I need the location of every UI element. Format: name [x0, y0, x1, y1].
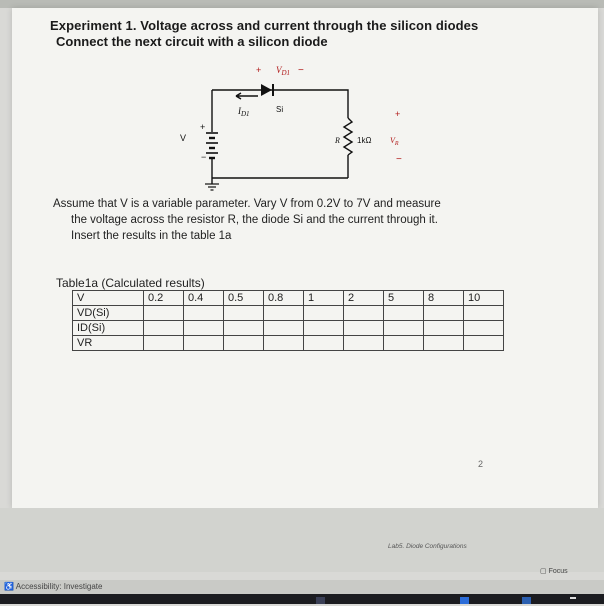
table-cell[interactable] [184, 336, 224, 351]
instructions-paragraph [53, 196, 503, 244]
table-header-row [73, 291, 504, 306]
instructions-line-1: Assume that V is a variable parameter. Vary V from 0.2V to 7V and measure [53, 198, 441, 210]
table-cell[interactable] [144, 306, 184, 321]
table-header-cell[interactable]: 1 [304, 291, 344, 306]
table-cell[interactable] [344, 336, 384, 351]
table-cell[interactable] [424, 306, 464, 321]
table-cell[interactable] [264, 321, 304, 336]
taskbar-app-icon[interactable] [460, 597, 469, 604]
vd1-v: V [276, 65, 282, 75]
battery-minus: − [201, 152, 207, 162]
table-cell[interactable] [464, 306, 504, 321]
page-subtitle: Connect the next circuit with a silicon diode [56, 34, 328, 49]
table-cell[interactable] [424, 321, 464, 336]
vd1-minus: − [298, 65, 304, 76]
table-caption: Table1a (Calculated results) [56, 276, 205, 290]
vd1-sub: D1 [281, 69, 291, 77]
current-arrow [236, 93, 258, 99]
results-table [72, 290, 504, 351]
table-cell[interactable] [464, 321, 504, 336]
page-title: Experiment 1. Voltage across and current through the silicon diodes [50, 18, 479, 33]
resistor-r-label: R [335, 136, 340, 145]
table-header-cell[interactable]: 10 [464, 291, 504, 306]
table-cell[interactable] [344, 306, 384, 321]
diode-symbol [261, 84, 272, 96]
table-cell[interactable] [304, 306, 344, 321]
source-v-label: V [180, 133, 187, 143]
vd1-label [276, 65, 290, 77]
taskbar-app-icon[interactable] [316, 597, 325, 604]
taskbar [0, 594, 604, 604]
resistor-value: 1kΩ [357, 136, 372, 145]
table-cell[interactable] [224, 336, 264, 351]
focus-label: Focus [548, 568, 568, 575]
resistor [344, 118, 352, 155]
table-header-label[interactable]: V [73, 291, 144, 306]
focus-icon: ▢ [540, 568, 549, 575]
table-cell[interactable] [344, 321, 384, 336]
battery-plus: + [200, 122, 206, 132]
instructions-line-3: Insert the results in the table 1a [71, 230, 232, 242]
id1-label [237, 106, 250, 118]
instructions-line-2: the voltage across the resistor R, the diode Si and the current through it. [71, 214, 438, 226]
table-header-cell[interactable]: 0.2 [144, 291, 184, 306]
vd1-plus: + [256, 65, 262, 75]
footer-note: Lab5. Diode Configurations [388, 543, 467, 550]
next-page-area [0, 508, 604, 572]
table-cell[interactable] [144, 336, 184, 351]
table-cell[interactable] [264, 306, 304, 321]
row-label-vr[interactable]: VR [73, 336, 144, 351]
id1-sub: D1 [241, 110, 250, 118]
vr-plus: + [395, 109, 401, 119]
table-row [73, 321, 504, 336]
table-header-cell[interactable]: 0.8 [264, 291, 304, 306]
focus-mode-button[interactable] [540, 567, 568, 575]
taskbar-app-icon[interactable] [522, 597, 531, 604]
accessibility-status[interactable] [4, 582, 102, 591]
vr-v: V [390, 136, 395, 145]
row-label-vd[interactable]: VD(Si) [73, 306, 144, 321]
row-label-id[interactable]: ID(Si) [73, 321, 144, 336]
vr-minus: − [396, 154, 402, 165]
diode-label: Si [276, 105, 284, 114]
table-cell[interactable] [264, 336, 304, 351]
accessibility-icon: ♿ [4, 582, 16, 591]
table-cell[interactable] [224, 306, 264, 321]
vr-sub: R [394, 141, 399, 147]
table-cell[interactable] [304, 321, 344, 336]
table-cell[interactable] [224, 321, 264, 336]
table-header-cell[interactable]: 0.5 [224, 291, 264, 306]
vr-label [390, 136, 399, 147]
table-header-cell[interactable]: 5 [384, 291, 424, 306]
table-cell[interactable] [144, 321, 184, 336]
id1-i: I [238, 106, 241, 116]
table-cell[interactable] [184, 306, 224, 321]
table-header-cell[interactable]: 0.4 [184, 291, 224, 306]
table-cell[interactable] [184, 321, 224, 336]
chevron-up-icon[interactable] [570, 597, 576, 606]
table-cell[interactable] [304, 336, 344, 351]
table-cell[interactable] [384, 321, 424, 336]
table-cell[interactable] [464, 336, 504, 351]
table-cell[interactable] [384, 336, 424, 351]
table-cell[interactable] [424, 336, 464, 351]
accessibility-label: Accessibility: Investigate [15, 582, 103, 591]
table-header-cell[interactable]: 2 [344, 291, 384, 306]
table-header-cell[interactable]: 8 [424, 291, 464, 306]
table-row [73, 306, 504, 321]
page-number: 2 [478, 459, 484, 469]
table-cell[interactable] [384, 306, 424, 321]
table-row [73, 336, 504, 351]
